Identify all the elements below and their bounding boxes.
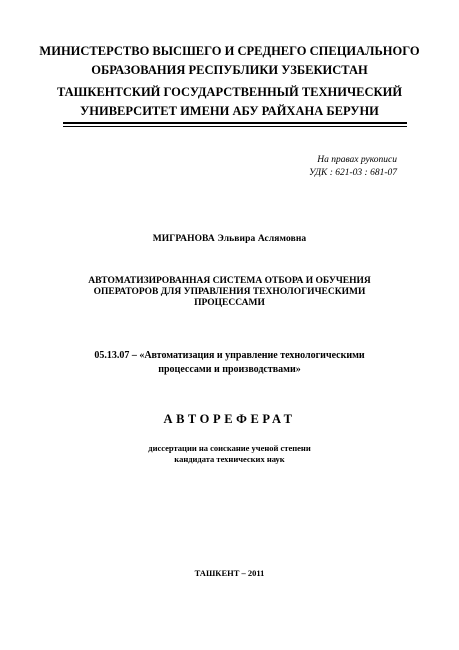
ministry-line-2: ОБРАЗОВАНИЯ РЕСПУБЛИКИ УЗБЕКИСТАН [91,63,368,77]
manuscript-rights-block [309,154,397,180]
header-divider-thick [63,122,407,124]
degree-description [0,443,459,465]
degree-line-2: кандидата технических наук [174,454,285,464]
ministry-line-1: МИНИСТЕРСТВО ВЫСШЕГО И СРЕДНЕГО СПЕЦИАЛЬНОГО [39,44,420,58]
title-line-3: ПРОЦЕССАМИ [194,298,265,308]
header-divider-thin [63,126,407,127]
document-type-heading: АВТОРЕФЕРАТ [163,412,296,426]
university-heading [0,83,459,121]
university-line-2: УНИВЕРСИТЕТ ИМЕНИ АБУ РАЙХАНА БЕРУНИ [80,104,379,118]
manuscript-label: На правах рукописи [317,155,397,165]
degree-line-1: диссертации на соискание ученой степени [148,443,311,453]
dissertation-title [0,276,459,309]
udk-code: УДК : 621-03 : 681-07 [308,168,397,178]
specialty-line-2: процессами и производствами» [158,364,301,375]
author-name: МИГРАНОВА Эльвира Аслямовна [152,234,307,244]
specialty-code [0,349,459,377]
title-line-1: АВТОМАТИЗИРОВАННАЯ СИСТЕМА ОТБОРА И ОБУЧЕНИЯ [88,276,371,286]
title-line-2: ОПЕРАТОРОВ ДЛЯ УПРАВЛЕНИЯ ТЕХНОЛОГИЧЕСКИМИ [93,287,366,297]
specialty-line-1: 05.13.07 – «Автоматизация и управление технологическими [94,350,365,361]
university-line-1: ТАШКЕНТСКИЙ ГОСУДАРСТВЕННЫЙ ТЕХНИЧЕСКИЙ [56,85,403,99]
ministry-heading [0,42,459,80]
city-year: ТАШКЕНТ – 2011 [194,568,265,578]
